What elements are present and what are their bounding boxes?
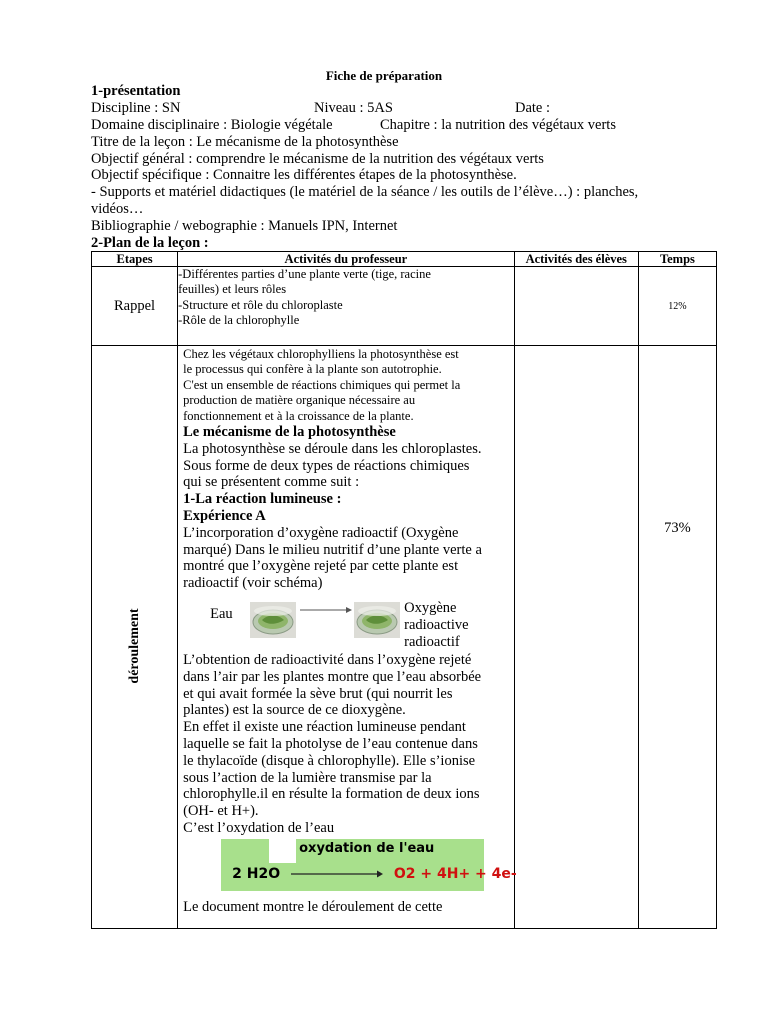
- header-etapes: Etapes: [92, 252, 178, 267]
- equation-formula: [232, 866, 517, 882]
- paragraph-line: Sous forme de deux types de réactions chimiques: [183, 457, 470, 474]
- intro-line: fonctionnement et à la croissance de la plante.: [183, 408, 414, 423]
- equation-right: O2 + 4H+ + 4e-: [393, 865, 517, 882]
- section-plan: 2-Plan de la leçon :: [91, 235, 209, 251]
- titre-field: Titre de la leçon : Le mécanisme de la photosynthèse: [91, 134, 399, 150]
- deroulement-activities: [178, 346, 515, 929]
- heading-mecanisme: Le mécanisme de la photosynthèse: [183, 424, 396, 441]
- heading-reaction-lumineuse: 1-La réaction lumineuse :: [183, 491, 342, 508]
- equation-image: [221, 839, 517, 891]
- niveau-field: Niveau : 5AS: [314, 100, 393, 116]
- stage-deroulement: déroulement: [126, 608, 142, 684]
- deroulement-eleves: [514, 346, 638, 929]
- rappel-activities: [178, 267, 515, 346]
- rappel-time: 12%: [638, 267, 716, 346]
- diagram-label-oxygene: [404, 600, 468, 650]
- paragraph-line: C’est l’oxydation de l’eau: [183, 819, 335, 836]
- paragraph-line: plantes) est la source de ce dioxygène.: [183, 702, 406, 719]
- header-activites-professeur: Activités du professeur: [178, 252, 515, 267]
- paragraph-line: sous l’action de la lumière transmise par la: [183, 769, 432, 786]
- ions-line: (OH- et H+).: [183, 803, 259, 820]
- table-row-rappel: [92, 267, 717, 346]
- paragraph-line: chlorophylle.il en résulte la formation de deux ions: [183, 786, 480, 803]
- paragraph-line: dans l’air par les plantes montre que l’eau absorbée: [183, 668, 482, 685]
- deroulement-time: 73%: [638, 346, 716, 929]
- bibliographie-field: Bibliographie / webographie : Manuels IPN, Internet: [91, 218, 398, 234]
- equation-left: 2 H2O: [232, 865, 281, 882]
- domaine-field: Domaine disciplinaire : Biologie végétale: [91, 117, 333, 133]
- paragraph-line: marqué) Dans le milieu nutritif d’une plante verte a: [183, 541, 482, 558]
- paragraph-line: L’incorporation d’oxygène radioactif (Oxygène: [183, 524, 459, 541]
- paragraph-line: laquelle se fait la photolyse de l’eau contenue dans: [183, 735, 478, 752]
- paragraph-line: montré que l’oxygène rejeté par cette plante est: [183, 558, 459, 575]
- table-header-row: [92, 252, 717, 267]
- rappel-item: -Rôle de la chlorophylle: [178, 313, 300, 328]
- diagram-label-line: radioactive: [404, 616, 469, 633]
- stage-deroulement-cell: [92, 346, 178, 929]
- date-field: Date :: [515, 100, 551, 116]
- arrow-icon: [300, 605, 352, 615]
- section-presentation: 1-présentation: [91, 83, 181, 99]
- paragraph-line: qui se présentent comme suit :: [183, 474, 360, 491]
- objectif-specifique: Objectif spécifique : Connaitre les différentes étapes de la photosynthèse.: [91, 167, 517, 183]
- supports-line-2: vidéos…: [91, 201, 144, 217]
- supports-line-1: - Supports et matériel didactiques (le matériel de la séance / les outils de l’élève…) : planches,: [91, 184, 639, 200]
- objectif-general: Objectif général : comprendre le mécanisme de la nutrition des végétaux verts: [91, 151, 544, 167]
- rappel-item: -Différentes parties d’une plante verte (tige, racine: [178, 267, 431, 281]
- paragraph-line: radioactif (voir schéma): [183, 575, 323, 592]
- intro-line: production de matière organique nécessaire au: [183, 393, 416, 408]
- paragraph-line: L’obtention de radioactivité dans l’oxygène rejeté: [183, 652, 472, 668]
- equation-title: oxydation de l'eau: [299, 840, 435, 856]
- petri-dish-water-image: [250, 602, 296, 638]
- diagram-label-eau: Eau: [210, 606, 233, 622]
- rappel-item: feuilles) et leurs rôles: [178, 282, 287, 297]
- petri-dish-oxygen-image: [354, 602, 400, 638]
- rappel-item: -Structure et rôle du chloroplaste: [178, 297, 343, 312]
- lesson-plan-table: [91, 251, 717, 929]
- paragraph-line: En effet il existe une réaction lumineuse pendant: [183, 719, 466, 736]
- last-line: Le document montre le déroulement de cette: [183, 898, 443, 915]
- paragraph-line: La photosynthèse se déroule dans les chloroplastes.: [183, 440, 482, 457]
- header-temps: Temps: [638, 252, 716, 267]
- heading-experience-a: Expérience A: [183, 508, 266, 525]
- diagram-label-line: radioactif: [404, 633, 460, 650]
- paragraph-line: le thylacoïde (disque à chlorophylle). Elle s’ionise: [183, 752, 476, 769]
- reaction-arrow-icon: [291, 869, 383, 879]
- paragraph-line: et qui avait formée la sève brut (qui nourrit les: [183, 685, 453, 702]
- stage-rappel: Rappel: [92, 267, 178, 346]
- chapitre-field: Chapitre : la nutrition des végétaux verts: [380, 117, 616, 133]
- intro-line: le processus qui confère à la plante son autotrophie.: [183, 362, 442, 377]
- header-activites-eleves: Activités des élèves: [514, 252, 638, 267]
- rappel-eleves: [514, 267, 638, 346]
- diagram-label-line: Oxygène: [404, 600, 457, 616]
- table-row-deroulement: [92, 346, 717, 929]
- intro-line: C'est un ensemble de réactions chimiques qui permet la: [183, 377, 461, 392]
- intro-line: Chez les végétaux chlorophylliens la photosynthèse est: [183, 347, 459, 361]
- discipline-field: Discipline : SN: [91, 100, 181, 116]
- experience-diagram: [178, 600, 514, 652]
- page-title: Fiche de préparation: [325, 68, 443, 83]
